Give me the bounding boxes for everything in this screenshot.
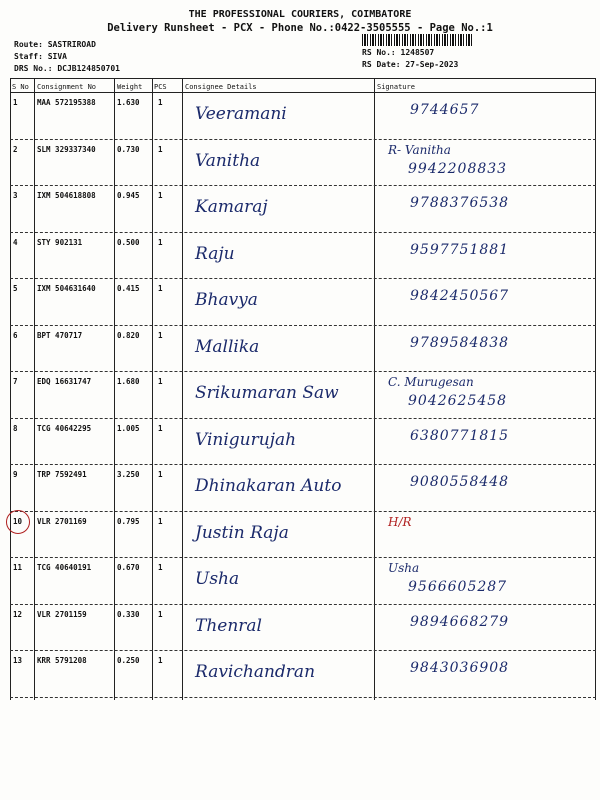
row-consignee-name: Kamaraj	[195, 197, 268, 217]
row-phone: 9597751881	[410, 241, 510, 258]
row-weight: 0.415	[117, 284, 140, 293]
row-divider	[10, 697, 596, 698]
row-consignment: TCG 40642295	[37, 423, 92, 433]
row-sno: 11	[13, 563, 23, 572]
row-pcs: 1	[158, 609, 163, 619]
row-phone: 9788376538	[410, 195, 510, 211]
row-sno: 1	[13, 98, 18, 107]
row-sno: 6	[13, 330, 18, 340]
row-pcs: 1	[158, 98, 163, 107]
row-consignment: SLM 329337340	[37, 144, 96, 154]
row-pcs: 1	[158, 284, 163, 293]
row-phone: 6380771815	[410, 427, 510, 444]
row-consignee-name: Srikumaran Saw	[195, 383, 339, 403]
row-consignee-name: Ravichandran	[195, 662, 316, 682]
row-pcs: 1	[158, 144, 163, 154]
row-pcs: 1	[158, 377, 163, 386]
row-sno: 7	[13, 377, 18, 386]
staff-label: Staff: SIVA	[14, 52, 67, 61]
row-consignment: EDQ 16631747	[37, 377, 92, 386]
row-consignment: VLR 2701169	[37, 516, 87, 526]
row-sno: 4	[13, 237, 18, 247]
runsheet-title: Delivery Runsheet - PCX - Phone No.:0422-3505555 - Page No.:1	[107, 22, 493, 34]
row-pcs: 1	[158, 563, 163, 572]
row-consignee-name: Mallika	[195, 336, 260, 357]
row-consignee-name: Usha	[195, 569, 240, 589]
row-divider	[10, 418, 596, 419]
row-sno: 8	[13, 423, 18, 433]
row-signature: C. Murugesan	[388, 375, 474, 389]
drs-number: DRS No.: DCJB124850701	[14, 64, 120, 73]
col-header-consignee: Consignee Details	[185, 83, 257, 91]
row-consignment: TRP 7592491	[37, 470, 87, 479]
row-pcs: 1	[158, 516, 163, 526]
row-divider	[10, 232, 596, 233]
row-pcs: 1	[158, 423, 163, 433]
row-weight: 1.680	[117, 377, 140, 386]
red-circle-mark	[6, 510, 30, 534]
row-weight: 1.005	[117, 423, 140, 433]
row-phone: 9566605287	[408, 579, 508, 595]
row-signature: R- Vanitha	[388, 142, 451, 157]
company-title: THE PROFESSIONAL COURIERS, COIMBATORE	[188, 9, 412, 20]
row-divider	[10, 185, 596, 186]
row-phone: 9080558448	[410, 474, 510, 490]
row-weight: 0.250	[117, 656, 140, 665]
row-weight: 0.945	[117, 191, 140, 200]
row-consignment: STY 902131	[37, 237, 83, 247]
barcode-image	[362, 34, 472, 46]
row-weight: 0.795	[117, 516, 140, 526]
row-weight: 0.670	[117, 563, 140, 572]
row-phone: 9894668279	[410, 613, 510, 630]
row-weight: 1.630	[117, 98, 140, 107]
col-header-weight: Weight	[117, 83, 143, 91]
row-divider	[10, 557, 596, 558]
row-sno: 2	[13, 144, 18, 154]
row-phone: 9843036908	[410, 660, 510, 676]
row-consignee-name: Veeramani	[195, 104, 287, 124]
row-phone: 9789584838	[410, 334, 510, 351]
row-consignment: MAA 572195388	[37, 98, 96, 107]
row-consignee-name: Bhavya	[195, 290, 258, 310]
row-sno: 3	[13, 191, 18, 200]
row-weight: 0.730	[117, 144, 140, 154]
row-weight: 0.820	[117, 330, 140, 340]
row-weight: 3.250	[117, 470, 140, 479]
row-consignment: VLR 2701159	[37, 609, 87, 619]
row-divider	[10, 278, 596, 279]
row-phone: 9744657	[410, 102, 480, 118]
row-divider	[10, 511, 596, 512]
row-pcs: 1	[158, 656, 163, 665]
row-signature: Usha	[388, 561, 420, 575]
col-header-signature: Signature	[377, 83, 415, 91]
row-sno: 9	[13, 470, 18, 479]
row-weight: 0.330	[117, 609, 140, 619]
row-consignee-name: Dhinakaran Auto	[195, 476, 342, 496]
row-consignment: KRR 5791208	[37, 656, 87, 665]
col-header-consignment: Consignment No	[37, 83, 97, 91]
row-divider	[10, 464, 596, 465]
row-divider	[10, 139, 596, 140]
row-pcs: 1	[158, 191, 163, 200]
row-divider	[10, 650, 596, 651]
rs-date: RS Date: 27-Sep-2023	[362, 60, 459, 69]
row-weight: 0.500	[117, 237, 140, 247]
row-divider	[10, 604, 596, 605]
row-phone: 9942208833	[408, 160, 508, 177]
row-consignee-name: Justin Raja	[195, 522, 289, 543]
row-phone: 9042625458	[408, 393, 508, 409]
col-header-pcs: PCS	[154, 83, 167, 91]
row-pcs: 1	[158, 470, 163, 479]
row-divider	[10, 371, 596, 372]
row-pcs: 1	[158, 237, 163, 247]
runsheet-table	[10, 78, 596, 700]
row-sno: 5	[13, 284, 18, 293]
row-consignee-name: Vanitha	[195, 150, 261, 171]
row-sno: 12	[13, 609, 23, 619]
col-header-sno: S No	[12, 83, 29, 91]
row-sno: 10	[13, 516, 23, 526]
row-consignment: BPT 470717	[37, 330, 83, 340]
row-consignment: IXM 504631640	[37, 284, 96, 293]
row-consignee-name: Vinigurujah	[195, 429, 297, 450]
row-phone: 9842450567	[410, 288, 510, 304]
row-consignee-name: Thenral	[195, 615, 262, 636]
row-divider	[10, 325, 596, 326]
row-consignee-name: Raju	[195, 243, 235, 264]
row-sno: 13	[13, 656, 23, 665]
route-label: Route: SASTRIROAD	[14, 40, 96, 49]
row-pcs: 1	[158, 330, 163, 340]
row-consignment: IXM 504618808	[37, 191, 96, 200]
rs-number: RS No.: 1248507	[362, 48, 435, 57]
row-signature: H/R	[388, 514, 412, 529]
row-consignment: TCG 40640191	[37, 563, 92, 572]
